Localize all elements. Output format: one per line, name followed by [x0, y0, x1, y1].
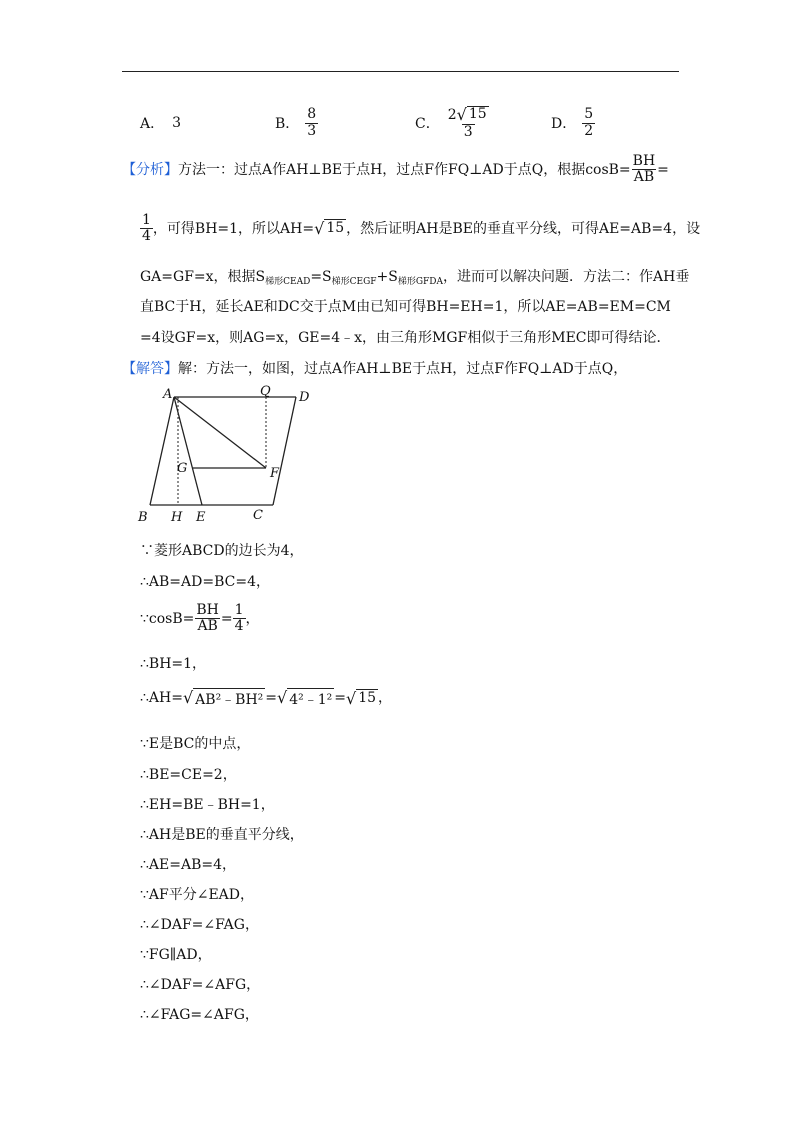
step-11: ∵AF平分∠EAD，: [140, 887, 255, 903]
step-12: ∴∠DAF=∠FAG，: [140, 917, 259, 933]
step-2: ∴AB=AD=BC=4，: [140, 574, 270, 590]
option-d: [551, 104, 595, 142]
step-15: ∴∠FAG=∠AFG，: [140, 1007, 259, 1023]
option-a: [140, 104, 181, 142]
label-h: H: [171, 510, 183, 525]
option-c: [415, 104, 491, 142]
step-13: ∵FG∥AD，: [140, 947, 212, 963]
option-b-fraction: $\frac{8}{3}$: [307, 106, 317, 139]
option-a-letter: A．: [140, 116, 165, 132]
option-d-fraction: $\frac{5}{2}$: [584, 106, 594, 139]
analysis-line-1: 【分析】方法一：过点A作AH⊥BE于点H，过点F作FQ⊥AD于点Q，根据cosB= $\frac{BH}{AB}$ =: [122, 153, 669, 186]
answer-line-1: 【解答】解：方法一，如图，过点A作AH⊥BE于点H，过点F作FQ⊥AD于点Q，: [122, 361, 628, 377]
step-5: ∴AH= √ AB²﹣BH² = √ 4²﹣1² = √ 15 ，: [140, 687, 393, 708]
step-3-fraction-2: $\frac{1}{4}$: [234, 602, 244, 635]
label-g: G: [177, 461, 188, 476]
option-a-value: 3: [172, 115, 182, 131]
header-rule: [122, 71, 679, 72]
step-3: ∵cosB= $\frac{BH}{AB}$ = $\frac{1}{4}$ ，: [140, 602, 260, 635]
analysis-line-4: 直BC于H，延长AE和DC交于点M由已知可得BH=EH=1，所以AE=AB=EM=CM: [140, 299, 671, 315]
step-14: ∴∠DAF=∠AFG，: [140, 977, 261, 993]
geometry-diagram: [128, 383, 318, 528]
rhombus-figure: [128, 383, 318, 532]
step-9: ∴AH是BE的垂直平分线，: [140, 827, 304, 843]
analysis-line-2: $\frac{1}{4}$ ，可得BH=1，所以AH= √ 15 ，然后证明AH是BE的垂直平分线，可得AE=AB=4，设: [142, 212, 701, 245]
label-c: C: [253, 508, 263, 523]
option-c-letter: C．: [415, 116, 440, 132]
segment-dc: [273, 397, 296, 505]
quarter-fraction: $\frac{1}{4}$: [142, 212, 151, 245]
label-q: Q: [260, 384, 271, 399]
step-7: ∴BE=CE=2，: [140, 767, 237, 783]
step-8: ∴EH=BE﹣BH=1，: [140, 797, 275, 813]
option-d-letter: D．: [551, 116, 577, 132]
label-d: D: [299, 390, 310, 405]
segment-af: [174, 397, 266, 468]
step-10: ∴AE=AB=4，: [140, 857, 237, 873]
step-4: ∴BH=1，: [140, 656, 207, 672]
cos-fraction: $\frac{BH}{AB}$: [632, 153, 656, 186]
answer-tag: 【解答】: [122, 361, 178, 377]
sqrt-15-result: √ 15: [346, 688, 377, 708]
sqrt-ab-bh: √ AB²﹣BH²: [182, 687, 264, 708]
step-3-fraction-1: $\frac{BH}{AB}$: [196, 602, 219, 635]
step-6: ∵E是BC的中点，: [140, 736, 251, 752]
label-f: F: [270, 466, 280, 481]
segment-ab: [150, 397, 174, 505]
analysis-tag: 【分析】: [122, 161, 178, 178]
step-1: ∵菱形ABCD的边长为4，: [140, 543, 304, 559]
option-c-fraction: 2 √ 15 3: [447, 105, 487, 140]
analysis-line-5: =4设GF=x，则AG=x，GE=4﹣x，由三角形MGF相似于三角形MEC即可得结论．: [140, 330, 671, 346]
label-b: B: [138, 510, 148, 525]
label-a: A: [163, 387, 173, 402]
sqrt-4-1: √ 4²﹣1²: [277, 687, 333, 708]
analysis-line-3: GA=GF=x，根据$S_{梯形CEAD}=S_{梯形CEGF}+S_{梯形GFDA}$，进而可以解决问题．方法二：作AH垂: [140, 269, 690, 287]
option-b: [275, 104, 318, 142]
option-b-letter: B．: [275, 116, 300, 132]
label-e: E: [196, 510, 206, 525]
sqrt-15: √ 15: [314, 219, 345, 239]
